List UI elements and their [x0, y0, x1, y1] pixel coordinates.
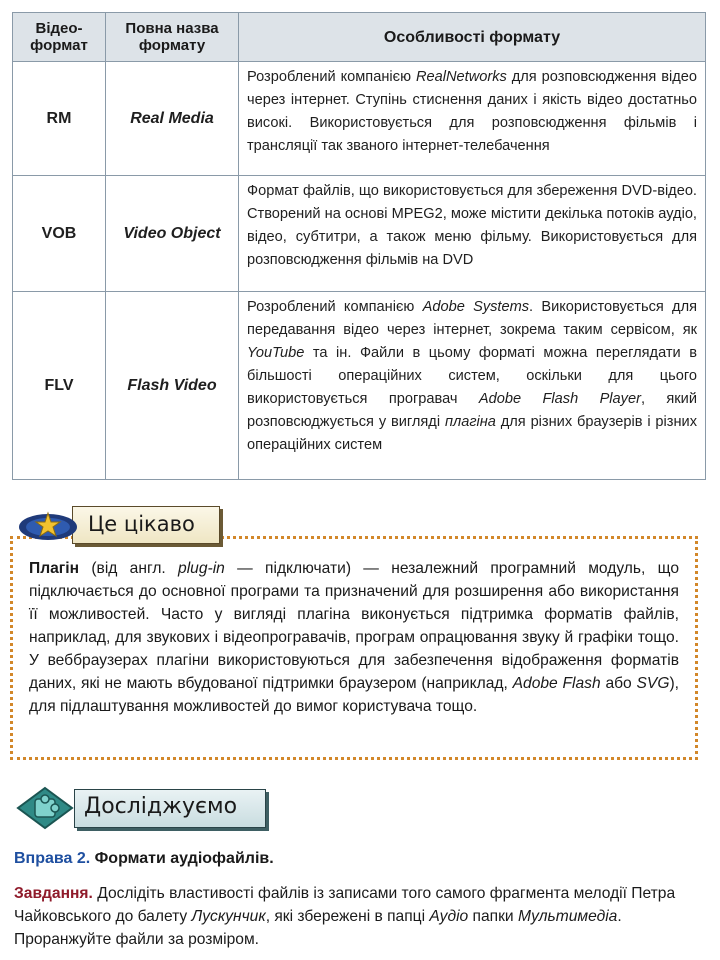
note-title: Це цікаво [88, 512, 195, 536]
task-label: Завдання. [14, 885, 93, 902]
header-full-name [106, 13, 239, 62]
star-badge-icon [18, 509, 78, 541]
note-term: Плагін [29, 560, 80, 577]
table-row [13, 176, 706, 292]
exercise-title: Формати аудіофайлів. [90, 850, 274, 867]
exercise-task: Завдання. Дослідіть властивості файлів із записами того самого фрагмента мелодії Петра Чайковського до балету Лускунчик, які збережені в папці Аудіо папки Мультимедіа. Проранжуйте файли за розміром. [14, 885, 676, 948]
header-full-line2: формату [138, 37, 206, 54]
format-description: Розроблений компанією RealNetworks для розповсюдження відео через інтернет. Ступінь стиснення даних і якість відео достатньо високі. Використовується для розповсюдження фільмів і трансляції так званого інтернет-телебачення [239, 62, 706, 176]
header-format [13, 13, 106, 62]
note-text: Плагін (від англ. plug-in — підключати) — незалежний програмний модуль, що підключається до основної програми та призначений для розширення або використання її можливостей. Часто у вигляді плагіна виконується підтримка форматів файлів, наприклад, для звукових і відеопрогравачів, програм опрацювання звуку й графіки тощо. У веббраузерах плагіни використовуються для забезпечення відображення форматів даних, які не мають вбудованої підтримки браузером (наприклад, Adobe Flash або SVG), для підлаштування можливостей до вимог користувача тощо. [29, 560, 679, 715]
header-features: Особливості формату [239, 13, 706, 62]
formats-table [12, 12, 706, 480]
table-header-row [13, 13, 706, 62]
table-row [13, 62, 706, 176]
puzzle-badge-icon [16, 786, 74, 830]
exercise-heading [14, 850, 274, 868]
format-code: VOB [13, 176, 106, 292]
format-code: RM [13, 62, 106, 176]
exercise-label: Вправа 2. [14, 850, 91, 867]
format-description: Розроблений компанією Adobe Systems. Використовується для передавання відео через інтернет, зокрема таким сервісом, як YouTube та ін. Файли в цьому форматі можна переглядати в більшості операційних систем, оскільки для цього використовується програвач Adobe Flash Player, який розповсюджується у вигляді плагіна для різних браузерів і різних операційних систем [239, 292, 706, 480]
format-description: Формат файлів, що використовується для збереження DVD-відео. Створений на основі MPEG2, може містити декілька потоків аудіо, відео, субтитри, а також меню фільму. Використовується для розповсюдження фільмів на DVD [239, 176, 706, 292]
header-full-line1: Повна назва [125, 20, 219, 37]
format-full-name: Real Media [106, 62, 239, 176]
format-code: FLV [13, 292, 106, 480]
explore-title: Досліджуємо [84, 794, 238, 819]
format-full-name: Video Object [106, 176, 239, 292]
format-full-name: Flash Video [106, 292, 239, 480]
header-format-line2: формат [30, 37, 88, 54]
header-format-line1: Відео- [35, 20, 83, 37]
interesting-note-box [10, 536, 698, 760]
table-row [13, 292, 706, 480]
